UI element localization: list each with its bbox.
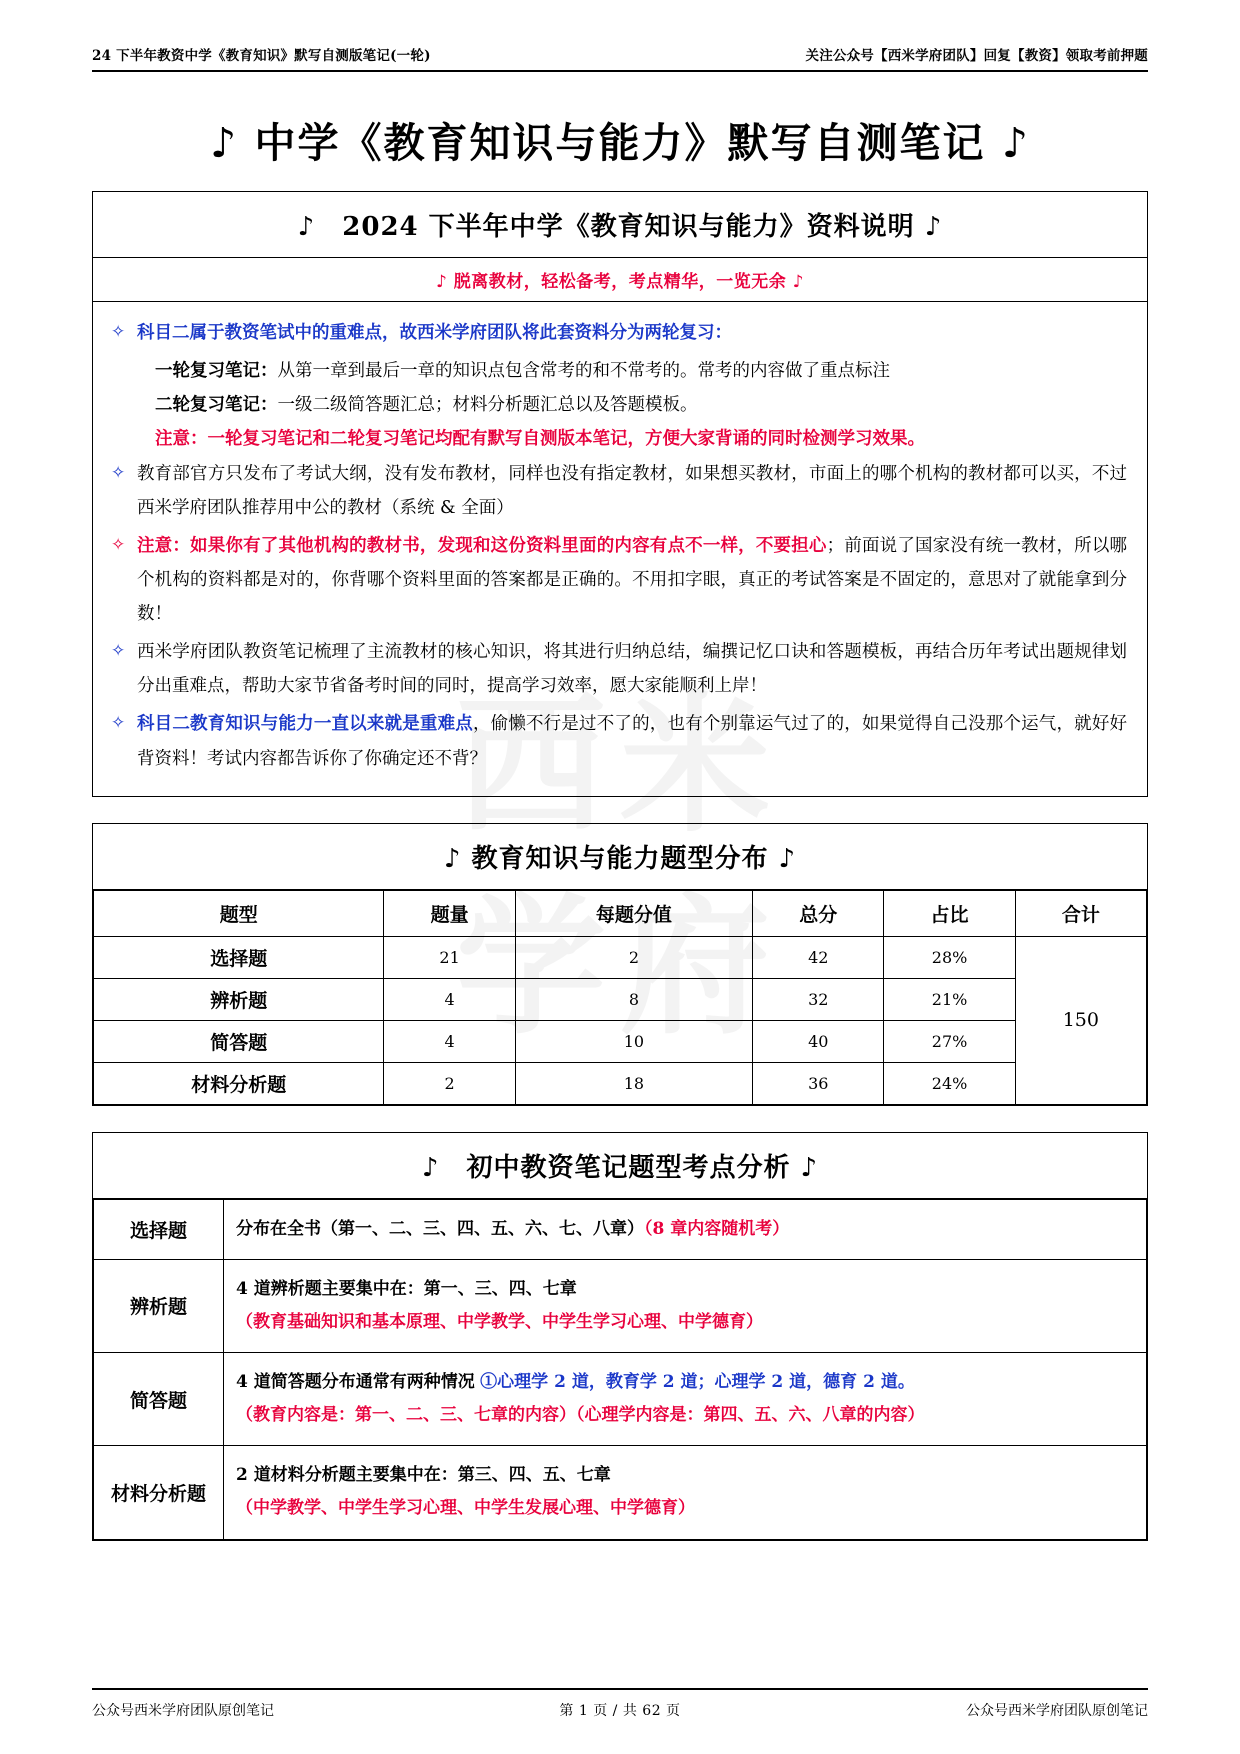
analysis-body-short-answer: [224, 1353, 1147, 1446]
list-item: [111, 316, 1127, 350]
col-question-type: 题型: [94, 890, 384, 936]
analysis-line1-red: （8 章内容随机考）: [644, 1218, 790, 1239]
footer-divider: [92, 1688, 1148, 1690]
cell-type: 简答题: [94, 1020, 384, 1062]
cell-type: 材料分析题: [94, 1062, 384, 1104]
round-one-text: 从第一章到最后一章的知识点包含常考的和不常考的。常考的内容做了重点标注: [277, 361, 890, 382]
list-item: [111, 635, 1127, 703]
attention-black-text: ；前面说了国家没有统一教材，所以哪个机构的资料都是对的，你背哪个资料里面的答案都是正确的。不用扣字眼，真正的考试答案是不固定的，意思对了就能拿到分数！: [137, 535, 1128, 624]
dist-table-title: ♪ 教育知识与能力题型分布 ♪: [443, 843, 797, 874]
list-item: [111, 457, 1127, 525]
cell-type: 选择题: [94, 936, 384, 978]
cell-total: 36: [753, 1062, 884, 1104]
intro-bullets-row: [93, 302, 1147, 796]
col-percentage: 占比: [884, 890, 1015, 936]
analysis-body-choice: [224, 1199, 1147, 1259]
analysis-table-title: ♪ 初中教资笔记题型考点分析 ♪: [421, 1152, 819, 1183]
team-notes-text: 西米学府团队教资笔记梳理了主流教材的核心知识，将其进行归纳总结，编撰记忆口诀和答题模板，再结合历年考试出题规律划分出重难点，帮助大家节省备考时间的同时，提高学习效率，愿大家能顺利上岸！: [137, 642, 1127, 697]
cell-pct: 28%: [884, 936, 1015, 978]
table-row: [94, 1353, 1147, 1446]
difficulty-black-text: ，偷懒不行是过不了的，也有个别靠运气过了的，如果觉得自己没那个运气，就好好背资料！考试内容都告诉你了你确定还不背？: [137, 714, 1127, 769]
analysis-label-choice: 选择题: [94, 1199, 224, 1259]
analysis-body-discrimination: [224, 1259, 1147, 1352]
difficulty-blue-text: 科目二教育知识与能力一直以来就是重难点: [137, 714, 473, 735]
analysis-line1-black: 4 道辨析题主要集中在：第一、三、四、七章: [236, 1278, 577, 1299]
analysis-label-material: 材料分析题: [94, 1446, 224, 1539]
diamond-bullet-icon: ✧: [111, 713, 126, 734]
table-row: [94, 978, 1147, 1020]
diamond-bullet-icon: ✧: [111, 462, 126, 483]
analysis-label-discrimination: 辨析题: [94, 1259, 224, 1352]
cell-pct: 27%: [884, 1020, 1015, 1062]
cell-total: 40: [753, 1020, 884, 1062]
intro-title: ♪ 2024 下半年中学《教育知识与能力》资料说明 ♪: [297, 212, 943, 242]
bullet-lead-text: 科目二属于教资笔试中的重难点，故西米学府团队将此套资料分为两轮复习：: [137, 323, 732, 343]
footer-row: [92, 1700, 1148, 1720]
page-title: ♪ 中学《教育知识与能力》默写自测笔记 ♪: [210, 119, 1030, 167]
round-two-text: 一级二级简答题汇总；材料分析题汇总以及答题模板。: [277, 395, 698, 416]
diamond-bullet-icon: ✧: [111, 534, 126, 555]
table-header-row: [94, 890, 1147, 936]
header-right-text: 关注公众号【西米学府团队】回复【教资】领取考前押题: [805, 48, 1148, 64]
intro-subtitle: ♪ 脱离教材，轻松备考，考点精华，一览无余 ♪: [435, 272, 805, 292]
cell-grand-total: 150: [1015, 936, 1146, 1104]
analysis-line1-black: 分布在全书（第一、二、三、四、五、六、七、八章）: [236, 1218, 644, 1239]
list-item: [155, 388, 1127, 422]
intro-subtitle-row: [93, 258, 1147, 302]
attention-note-two: [137, 529, 1127, 631]
analysis-line1-black: 4 道简答题分布通常有两种情况: [236, 1372, 475, 1393]
table-row: [94, 936, 1147, 978]
cell-per: 2: [515, 936, 752, 978]
analysis-line1-blue: ①心理学 2 道，教育学 2 道；心理学 2 道，德育 2 道。: [480, 1372, 915, 1393]
round-two-label: 二轮复习笔记：: [155, 395, 278, 416]
round-one-label: 一轮复习笔记：: [155, 361, 278, 382]
dist-title-row: [93, 824, 1147, 890]
footer-right-text: 公众号西米学府团队原创笔记: [965, 1703, 1148, 1719]
analysis-line-1: [236, 1459, 1134, 1492]
page-footer: [0, 1688, 1240, 1754]
analysis-title-row: [93, 1133, 1147, 1199]
analysis-label-short-answer: 简答题: [94, 1353, 224, 1446]
textbook-info-text: 教育部官方只发布了考试大纲，没有发布教材，同样也没有指定教材，如果想买教材，市面上的哪个机构的教材都可以买，不过西米学府团队推荐用中公的教材（系统 & 全面）: [137, 463, 1127, 518]
analysis-body-material: [224, 1446, 1147, 1539]
diamond-bullet-icon: ✧: [111, 322, 126, 342]
list-item: [155, 354, 1127, 388]
page-number: 第 1 页 / 共 62 页: [559, 1703, 681, 1719]
cell-type: 辨析题: [94, 978, 384, 1020]
list-item: [111, 529, 1127, 631]
analysis-line1-black: 2 道材料分析题主要集中在：第三、四、五、七章: [236, 1465, 611, 1486]
col-question-count: 题量: [384, 890, 515, 936]
footer-left-text: 公众号西米学府团队原创笔记: [92, 1703, 274, 1719]
analysis-line-2: （教育基础知识和基本原理、中学教学、中学生学习心理、中学德育）: [236, 1311, 763, 1332]
intro-title-row: [93, 192, 1147, 258]
attention-red-text: 注意：如果你有了其他机构的教材书，发现和这份资料里面的内容有点不一样，不要担心: [137, 535, 827, 556]
table-row: [94, 1062, 1147, 1104]
cell-count: 21: [384, 936, 515, 978]
col-points-each: 每题分值: [515, 890, 752, 936]
difficulty-text: [137, 707, 1127, 775]
table-row: [94, 1259, 1147, 1352]
exam-point-analysis-box: [92, 1132, 1148, 1541]
question-distribution-box: [92, 823, 1148, 1106]
col-total-points: 总分: [753, 890, 884, 936]
analysis-line-1: [236, 1213, 1134, 1246]
cell-count: 2: [384, 1062, 515, 1104]
running-header: [92, 0, 1148, 64]
attention-note-one: 注意：一轮复习笔记和二轮复习笔记均配有默写自测版本笔记，方便大家背诵的同时检测学习效果。: [155, 429, 925, 450]
analysis-line-1: [236, 1366, 1134, 1399]
intro-bullet-list: [93, 302, 1147, 796]
cell-count: 4: [384, 1020, 515, 1062]
cell-total: 32: [753, 978, 884, 1020]
header-left-text: 24 下半年教资中学《教育知识》默写自测版笔记(一轮): [92, 48, 431, 64]
cell-per: 8: [515, 978, 752, 1020]
analysis-line-2: （中学教学、中学生学习心理、中学生发展心理、中学德育）: [236, 1498, 695, 1519]
analysis-table: [93, 1199, 1147, 1540]
cell-total: 42: [753, 936, 884, 978]
distribution-table: [93, 890, 1147, 1105]
analysis-line-1: [236, 1273, 1134, 1306]
cell-per: 10: [515, 1020, 752, 1062]
table-row: [94, 1199, 1147, 1259]
table-row: [94, 1020, 1147, 1062]
material-description-box: [92, 191, 1148, 797]
col-grand-total: 合计: [1015, 890, 1146, 936]
analysis-line-2: （教育内容是：第一、二、三、七章的内容）（心理学内容是：第四、五、六、八章的内容）: [236, 1405, 925, 1426]
list-item: [111, 707, 1127, 775]
cell-pct: 21%: [884, 978, 1015, 1020]
cell-per: 18: [515, 1062, 752, 1104]
cell-pct: 24%: [884, 1062, 1015, 1104]
table-row: [94, 1446, 1147, 1539]
header-divider: [92, 70, 1148, 72]
diamond-bullet-icon: ✧: [111, 641, 126, 662]
cell-count: 4: [384, 978, 515, 1020]
